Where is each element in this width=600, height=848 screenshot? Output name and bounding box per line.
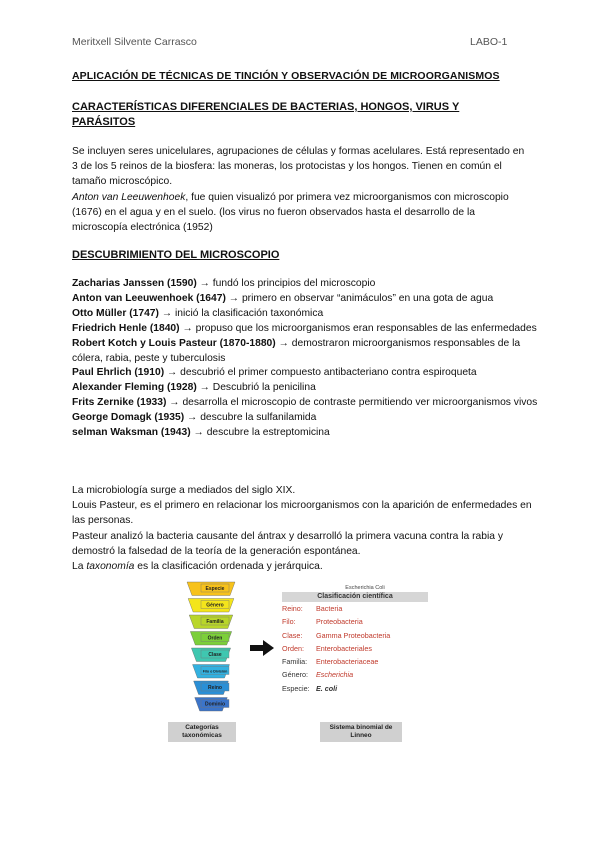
classification-row	[282, 602, 428, 615]
classification-row	[282, 668, 428, 681]
document-title: APLICACIÓN DE TÉCNICAS DE TINCIÓN Y OBSERVACIÓN DE MICROORGANISMOS	[72, 70, 500, 82]
taxonomy-level	[188, 599, 234, 613]
classification-row	[282, 642, 428, 655]
taxonomy-level-label: Filo o División	[202, 669, 228, 674]
discovery-text: → propuso que los microorganismos eran responsables de las enfermedades	[179, 322, 537, 334]
discovery-name: selman Waksman (1943)	[72, 427, 191, 439]
heading-line-1: CARACTERÍSTICAS DIFERENCIALES DE BACTERIAS, HONGOS, VIRUS Y	[72, 101, 460, 113]
taxonomy-level-label: Orden	[207, 635, 223, 642]
discovery-text: → Descubrió la penicilina	[196, 382, 316, 394]
discovery-text: → desarrolla el microscopio de contraste permitiendo ver microorganismos vivos	[166, 397, 538, 409]
taxonomy-level	[194, 681, 229, 695]
discovery-text: → descubre la estreptomicina	[190, 427, 330, 439]
taxonomy-level-label: Clase	[208, 652, 222, 659]
discovery-item	[72, 381, 542, 396]
arrow-right-icon	[250, 640, 274, 656]
taxonomy-level	[193, 665, 230, 679]
discovery-item	[72, 322, 542, 337]
discovery-item	[72, 426, 542, 441]
taxonomy-level	[189, 615, 233, 629]
discovery-text: → descubrió el primer compuesto antibacteriano contra espiroqueta	[164, 367, 477, 379]
paragraph-origin: La microbiología surge a mediados del siglo XIX.	[72, 485, 296, 496]
classification-box	[282, 585, 428, 695]
taxonomy-pre: La	[72, 561, 87, 573]
discovery-name: George Domagk (1935)	[72, 412, 185, 424]
discovery-name: Frits Zernike (1933)	[72, 397, 167, 409]
taxonomy-level	[195, 698, 229, 712]
header-author: Meritxell Silvente Carrasco	[72, 36, 197, 48]
italic-name: Anton van Leeuwenhoek	[72, 191, 186, 203]
classification-value: Gamma Proteobacteria	[316, 630, 391, 640]
discovery-item	[72, 337, 542, 367]
discovery-text: → fundó los principios del microscopio	[196, 278, 376, 289]
classification-row	[282, 615, 428, 628]
discovery-text: → primero en observar “animáculos” en una gota de agua	[225, 292, 494, 304]
section-heading-microscope: DESCUBRIMIENTO DEL MICROSCOPIO	[72, 249, 280, 261]
taxonomy-level	[191, 648, 230, 662]
classification-value: E. coli	[316, 683, 338, 693]
classification-row	[282, 629, 428, 642]
paragraph-leeuwenhoek	[72, 190, 532, 236]
discovery-item	[72, 292, 542, 307]
caption-binomial-system: Sistema binomial de Linneo	[320, 722, 402, 742]
taxonomy-figure	[160, 580, 460, 755]
classification-row	[282, 682, 428, 695]
discovery-item	[72, 396, 542, 411]
discovery-name: Anton van Leeuwenhoek (1647)	[72, 292, 226, 304]
discovery-item	[72, 307, 542, 322]
classification-value: Bacteria	[316, 604, 343, 613]
discovery-item	[72, 277, 542, 292]
discovery-name: Otto Müller (1747)	[72, 307, 159, 319]
classification-key: Especie:	[282, 683, 310, 693]
classification-value: Enterobacteriales	[316, 643, 372, 653]
taxonomy-level-label: Dominio	[205, 701, 225, 708]
paragraph-pasteur-1: Louis Pasteur, es el primero en relacionar los microorganismos con la aparición de enfermedades en las personas.	[72, 500, 532, 527]
caption-taxonomic-categories: Categorías taxonómicas	[168, 722, 236, 742]
classification-value: Proteobacteria	[316, 617, 363, 627]
classification-header: Clasificación científica	[282, 592, 428, 602]
taxonomy-level	[187, 582, 235, 596]
discovery-text: → descubre la sulfanilamida	[184, 412, 317, 424]
classification-key: Clase:	[282, 630, 303, 640]
discovery-name: Zacharias Janssen (1590)	[72, 278, 197, 289]
discovery-text: → demostraron microorganismos responsables de la cólera, rabia, peste y tuberculosis	[72, 337, 521, 364]
paragraph-pasteur-2: Pasteur analizó la bacteria causante del ántrax y desarrolló la primera vacuna contra la rabia y demostró la falsedad de la teoría de la generación espontánea.	[72, 530, 503, 557]
classification-key: Reino:	[282, 604, 303, 613]
classification-row	[282, 655, 428, 668]
organism-name: Escherichia Coli	[345, 585, 385, 591]
heading-line-2: PARÁSITOS	[72, 116, 136, 128]
taxonomy-italic: taxonomía	[86, 561, 135, 573]
discovery-name: Paul Ehrlich (1910)	[72, 367, 165, 379]
microbiology-paragraph	[72, 483, 532, 574]
taxonomy-level-label: Género	[206, 602, 224, 609]
characteristics-paragraph	[72, 144, 532, 235]
discovery-name: Friedrich Henle (1840)	[72, 322, 180, 334]
taxonomy-level-label: Familia	[206, 619, 224, 626]
discovery-item	[72, 411, 542, 426]
classification-key: Orden:	[282, 643, 304, 653]
taxonomy-post: es la clasificación ordenada y jerárquica.	[134, 561, 323, 573]
discovery-text: → inició la clasificación taxonómica	[158, 307, 324, 319]
paragraph-rest: , fue quien visualizó por primera vez microorganismos con microscopio (1676) en el agua y en el suelo. (los virus no fueron observados hasta el desarrollo de la microscopía electrónica (1952)	[72, 191, 509, 234]
classification-rows	[282, 602, 428, 695]
taxonomy-level	[190, 632, 231, 646]
discovery-list	[72, 277, 542, 441]
classification-key: Género:	[282, 670, 308, 680]
taxonomy-funnel	[176, 580, 246, 720]
paragraph-taxonomy	[72, 559, 532, 574]
discovery-item	[72, 366, 542, 381]
discovery-name: Robert Kotch y Louis Pasteur (1870-1880)	[72, 337, 276, 349]
paragraph-intro: Se incluyen seres unicelulares, agrupaciones de células y formas acelulares. Está representado en 3 de los 5 reinos de la biosfera: las moneras, los protocistas y los hongos. Tienen en común el tamaño microscópico.	[72, 146, 525, 188]
classification-key: Familia:	[282, 657, 308, 667]
header-doc-code: LABO-1	[470, 36, 508, 48]
classification-key: Filo:	[282, 617, 296, 627]
classification-value: Enterobacteriaceae	[316, 657, 379, 667]
taxonomy-level-label: Reino	[208, 685, 222, 692]
classification-value: Escherichia	[316, 670, 354, 680]
section-heading-characteristics	[72, 100, 459, 130]
taxonomy-level-label: Especie	[205, 586, 225, 593]
discovery-name: Alexander Fleming (1928)	[72, 382, 197, 394]
